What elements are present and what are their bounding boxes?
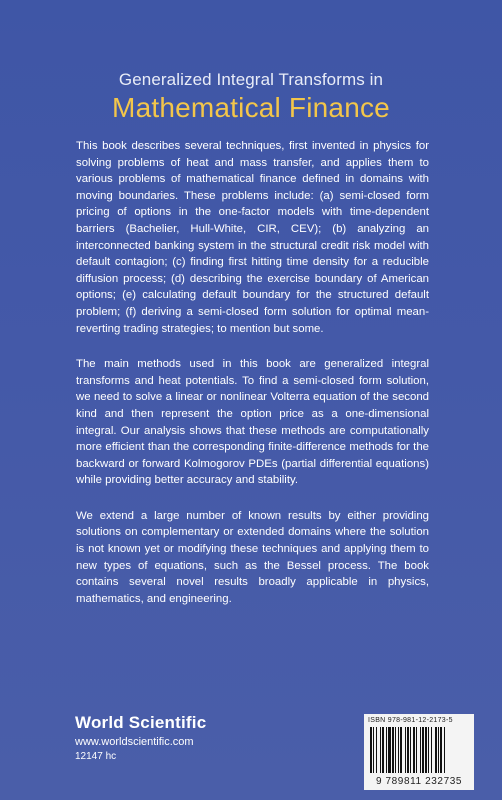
- barcode-bar: [413, 727, 415, 773]
- barcode-bar: [407, 727, 409, 773]
- barcode-icon: [370, 727, 468, 773]
- barcode-bar: [392, 727, 394, 773]
- title-block: [0, 70, 502, 124]
- barcode-bar: [425, 727, 427, 773]
- barcode-bar: [422, 727, 424, 773]
- barcode-bar: [428, 727, 429, 773]
- barcode-bar: [382, 727, 384, 773]
- barcode-bar: [440, 727, 442, 773]
- barcode-bar: [370, 727, 372, 773]
- barcode-bar: [431, 727, 432, 773]
- product-code: 12147 hc: [75, 751, 117, 762]
- blurb-paragraph-1: This book describes several techniques, first invented in physics for solving problems of heat and mass transfer, and applies them to various problems of mathematical finance defined in domains with moving boundaries. These problems include: (a) semi-closed form pricing of options in the one-factor models with time-dependent barriers (Bachelier, Hull-White, CIR, CEV); (b) analyzing an interconnected banking system in the structural credit risk model with default contagion; (c) finding first hitting time density for a reducible diffusion process; (d) describing the exercise boundary of American options; (e) calculating default boundary for the structured default problem; (f) deriving a semi-closed form solution for optimal mean-reverting trading strategies; to mention but some.: [76, 140, 429, 335]
- blurb-paragraph-2: The main methods used in this book are generalized integral transforms and heat potentials. To find a semi-closed form solution, we need to solve a linear or nonlinear Volterra equation of the second kind and then represent the option price as a one-dimensional integral. Our analysis shows that these methods are computationally more efficient than the corresponding finite-difference methods for the backward or forward Kolmogorov PDEs (partial differential equations) while providing better accuracy and stability.: [76, 358, 429, 487]
- publisher-website: www.worldscientific.com: [75, 736, 194, 748]
- isbn-label: ISBN 978-981-12-2173-5: [368, 717, 453, 724]
- blurb-text: [76, 138, 429, 626]
- publisher-block: [75, 713, 206, 762]
- barcode-bar: [376, 727, 377, 773]
- book-title-line-1: Generalized Integral Transforms in: [118, 70, 384, 89]
- barcode-bar: [373, 727, 374, 773]
- barcode-bar: [395, 727, 396, 773]
- book-title-line-2: Mathematical Finance: [112, 92, 390, 123]
- barcode-bar: [400, 727, 402, 773]
- barcode-digits: 9 789811 232735: [375, 776, 463, 787]
- barcode-bar: [416, 727, 417, 773]
- barcode-bar: [435, 727, 437, 773]
- barcode-bar: [420, 727, 421, 773]
- blurb-paragraph-3: We extend a large number of known results by either providing solutions on complementary or extended domains where the solution is not known yet or modifying these techniques and applying them to new types of equations, such as the Bessel process. The book contains several novel results broadly applicable in physics, mathematics, and engineering.: [76, 509, 429, 605]
- publisher-name: World Scientific: [75, 713, 207, 732]
- barcode-bar: [405, 727, 406, 773]
- barcode-bar: [398, 727, 399, 773]
- barcode-bar: [438, 727, 439, 773]
- barcode-bar: [410, 727, 411, 773]
- barcode-bar: [386, 727, 387, 773]
- barcode-bar: [444, 727, 445, 773]
- barcode-bar: [388, 727, 391, 773]
- barcode-bar: [380, 727, 381, 773]
- isbn-barcode: [364, 714, 474, 790]
